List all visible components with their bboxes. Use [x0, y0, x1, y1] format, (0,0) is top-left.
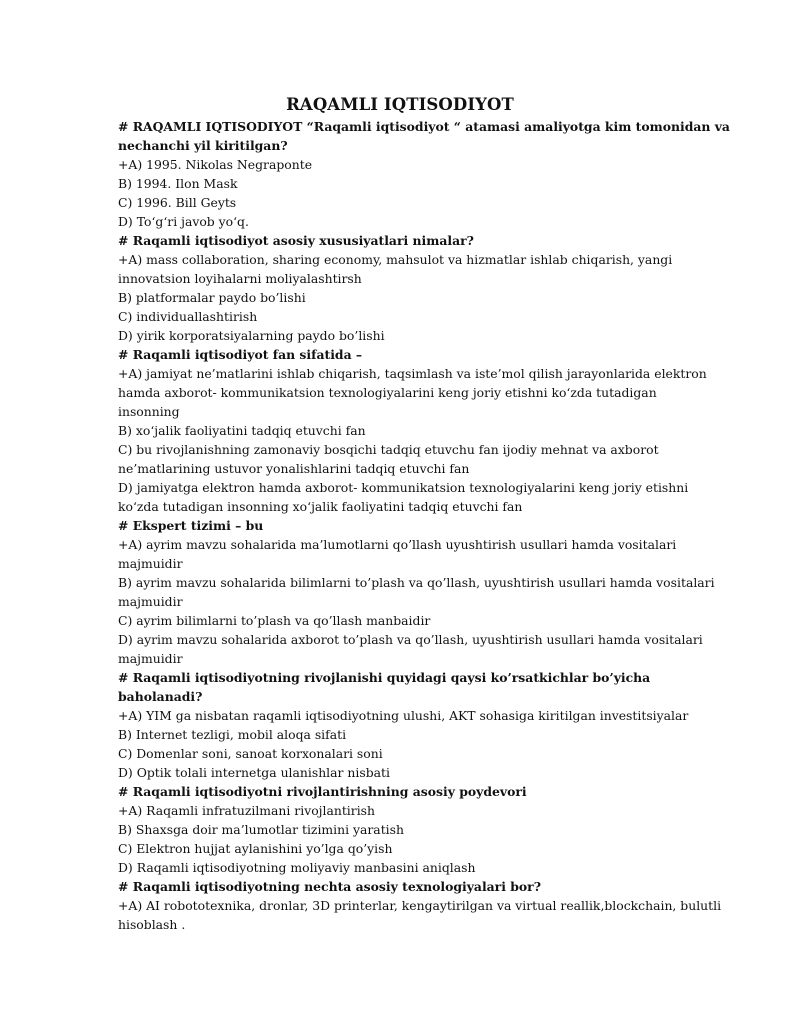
answer-line: insonning: [118, 404, 180, 419]
answer-line: B) 1994. Ilon Mask: [118, 176, 238, 191]
question-line: # Raqamli iqtisodiyotning nechta asosiy texnologiyalari bor?: [118, 879, 541, 894]
answer-line: hamda axborot- kommunikatsion texnologiyalarini keng joriy etishni ko‘zda tutadigan: [118, 385, 657, 400]
question-line: baholanadi?: [118, 689, 203, 704]
answer-line: majmuidir: [118, 594, 183, 609]
question-line: # Ekspert tizimi – bu: [118, 518, 264, 533]
answer-line: +A) YIM ga nisbatan raqamli iqtisodiyotning ulushi, AKT sohasiga kiritilgan investitsiyalar: [118, 708, 689, 723]
answer-line: ne’matlarining ustuvor yonalishlarini tadqiq etuvchi fan: [118, 461, 470, 476]
answer-line: B) ayrim mavzu sohalarida bilimlarni to’plash va qo’llash, uyushtirish usullari hamda vositalari: [118, 575, 715, 590]
answer-line: C) 1996. Bill Geyts: [118, 195, 237, 210]
question-line: # Raqamli iqtisodiyot fan sifatida –: [118, 347, 363, 362]
question-line: # RAQAMLI IQTISODIYOT “Raqamli iqtisodiyot “ atamasi amaliyotga kim tomonidan va: [118, 119, 730, 134]
answer-line: D) yirik korporatsiyalarning paydo bo’lishi: [118, 328, 385, 343]
answer-line: +A) mass collaboration, sharing economy, mahsulot va hizmatlar ishlab chiqarish, yangi: [118, 252, 673, 267]
answer-line: D) ayrim mavzu sohalarida axborot to’plash va qo’llash, uyushtirish usullari hamda vositalari: [118, 632, 703, 647]
answer-line: B) platformalar paydo bo’lishi: [118, 290, 306, 305]
answer-line: +A) Raqamli infratuzilmani rivojlantirish: [118, 803, 375, 818]
answer-line: B) Shaxsga doir ma’lumotlar tizimini yaratish: [118, 822, 404, 837]
answer-line: +A) AI robototexnika, dronlar, 3D printerlar, kengaytirilgan va virtual reallik,blockchain, bulutli: [118, 898, 722, 913]
answer-line: D) Raqamli iqtisodiyotning moliyaviy manbasini aniqlash: [118, 860, 476, 875]
answer-line: C) Elektron hujjat aylanishini yo’lga qo’yish: [118, 841, 393, 856]
answer-line: B) xo‘jalik faoliyatini tadqiq etuvchi fan: [118, 423, 366, 438]
answer-line: +A) ayrim mavzu sohalarida ma’lumotlarni qo’llash uyushtirish usullari hamda vositalari: [118, 537, 677, 552]
answer-line: D) To‘g‘ri javob yo‘q.: [118, 214, 249, 229]
answer-line: innovatsion loyihalarni moliyalashtirsh: [118, 271, 362, 286]
answer-line: C) bu rivojlanishning zamonaviy bosqichi tadqiq etuvchu fan ijodiy mehnat va axborot: [118, 442, 659, 457]
answer-line: hisoblash .: [118, 917, 186, 932]
document-body: [118, 117, 730, 934]
answer-line: C) individuallashtirish: [118, 309, 258, 324]
answer-line: C) Domenlar soni, sanoat korxonalari soni: [118, 746, 383, 761]
question-line: # Raqamli iqtisodiyotning rivojlanishi quyidagi qaysi ko’rsatkichlar bo’yicha: [118, 670, 651, 685]
answer-line: C) ayrim bilimlarni to’plash va qo’llash manbaidir: [118, 613, 431, 628]
answer-line: majmuidir: [118, 651, 183, 666]
question-line: nechanchi yil kiritilgan?: [118, 138, 288, 153]
answer-line: +A) 1995. Nikolas Negraponte: [118, 157, 313, 172]
answer-line: majmuidir: [118, 556, 183, 571]
question-line: # Raqamli iqtisodiyotni rivojlantirishning asosiy poydevori: [118, 784, 527, 799]
answer-line: +A) jamiyat ne’matlarini ishlab chiqarish, taqsimlash va iste’mol qilish jarayonlarida elektron: [118, 366, 707, 381]
answer-line: D) jamiyatga elektron hamda axborot- kommunikatsion texnologiyalarini keng joriy etishni: [118, 480, 689, 495]
question-line: # Raqamli iqtisodiyot asosiy xususiyatlari nimalar?: [118, 233, 474, 248]
answer-line: ko‘zda tutadigan insonning xo‘jalik faoliyatini tadqiq etuvchi fan: [118, 499, 523, 514]
document-title: RAQAMLI IQTISODIYOT: [286, 95, 514, 114]
answer-line: B) Internet tezligi, mobil aloqa sifati: [118, 727, 347, 742]
answer-line: D) Optik tolali internetga ulanishlar nisbati: [118, 765, 390, 780]
